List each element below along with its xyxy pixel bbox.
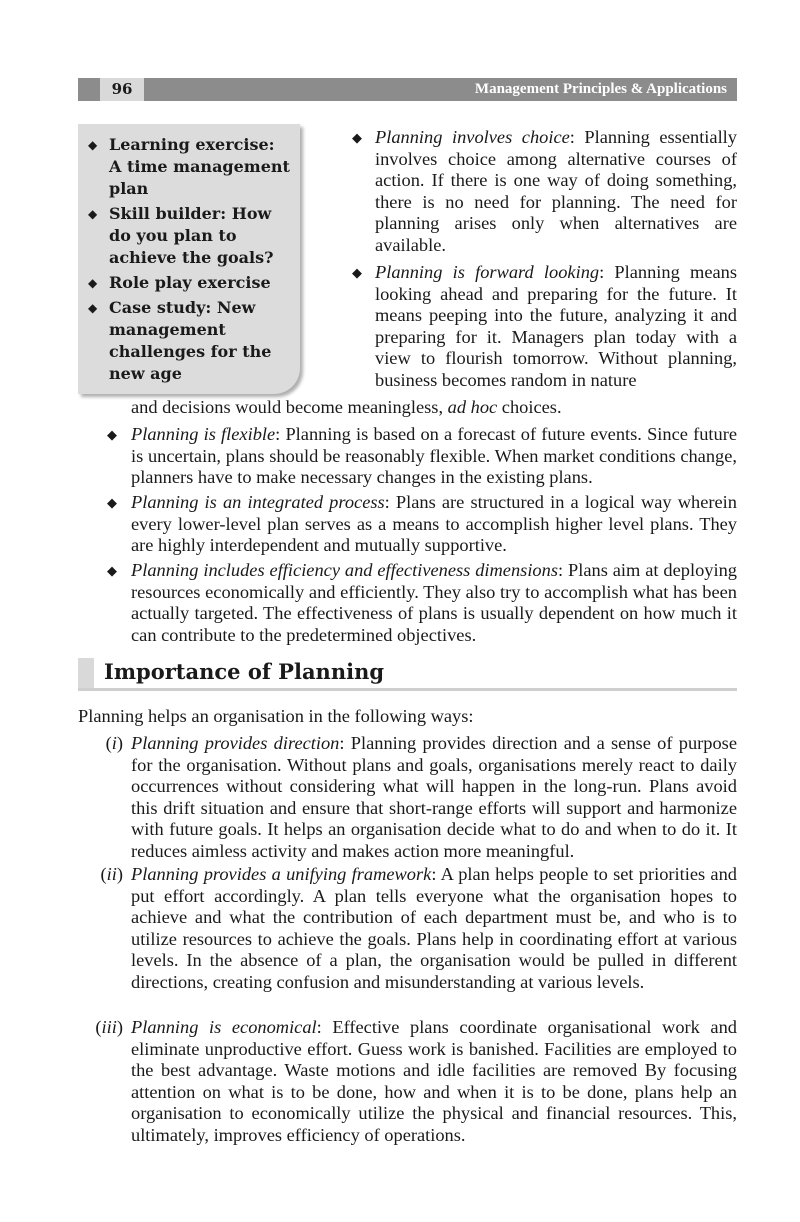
page-number: 96: [100, 78, 144, 101]
diamond-bullet-icon: ◆: [352, 131, 362, 146]
point-provides-direction: Planning provides direction: Planning provides direction and a sense of purpose for the organisation. Without plans and goals, organisations merely react to daily occurrences without considering what will happen in the long-run. Plans avoid this drift situation and ensure that short-range efforts will support and harmonize with future goals. It helps an organisation decide what to do and when to do it. It reduces aimless activity and makes action more meaningful.: [131, 733, 737, 861]
section-heading: Importance of Planning: [104, 659, 385, 684]
diamond-bullet-icon: ◆: [88, 301, 98, 315]
point-number: (iii): [95, 1017, 123, 1037]
bullet-planning-involves-choice: Planning involves choice: Planning essentially involves choice among alternative courses of action. If there is one way of doing something, there is no need for planning. The need for planning arises only when alternatives are available.: [375, 127, 737, 255]
point-number: (ii): [100, 864, 123, 884]
bullet-planning-flexible: Planning is flexible: Planning is based on a forecast of future events. Since future is uncertain, plans should be reasonably flexible. When market conditions change, planners have to make necessary changes in the existing plans.: [131, 424, 738, 488]
diamond-bullet-icon: ◆: [107, 428, 117, 443]
point-economical: Planning is economical: Effective plans coordinate organisational work and eliminate unproductive effort. Guess work is banished. Facilities are employed to the best advantage. Waste motions and idle facilities are removed By focusing attention on what is to be done, how and when it is to be done, plans help an organisation to economically utilize the physical and financial resources. This, ultimately, improves efficiency of operations.: [131, 1017, 737, 1145]
sidebox-item: ◆ Learning exercise: A time management plan: [88, 135, 290, 198]
header-accent: [78, 78, 100, 101]
sidebox-item: ◆ Skill builder: How do you plan to achieve the goals?: [88, 204, 274, 267]
diamond-bullet-icon: ◆: [107, 496, 117, 511]
point-number: (i): [105, 733, 123, 753]
bullet-planning-forward-looking: Planning is forward looking: Planning means looking ahead and preparing for the future. It means peeping into the future, analyzing it and preparing for it. Managers plan today with a view to flourish tomorrow. Without planning, business becomes random in nature: [375, 262, 737, 390]
bullet-continuation: and decisions would become meaningless, ad hoc choices.: [131, 397, 562, 417]
diamond-bullet-icon: ◆: [88, 138, 98, 152]
bullet-efficiency-effectiveness: Planning includes efficiency and effectiveness dimensions: Plans aim at deploying resources economically and efficiently. They also try to accomplish what has been actually targeted. The effectiveness of plans is usually dependent on how much it can contribute to the predetermined objectives.: [131, 560, 737, 645]
diamond-bullet-icon: ◆: [88, 276, 98, 290]
running-header-title: Management Principles & Applications: [144, 78, 737, 101]
bullet-integrated-process: Planning is an integrated process: Plans are structured in a logical way wherein every lower-level plan serves as a means to accomplish higher level plans. They are highly interdependent and mutually supportive.: [131, 492, 737, 556]
diamond-bullet-icon: ◆: [88, 207, 98, 221]
diamond-bullet-icon: ◆: [352, 266, 362, 281]
point-unifying-framework: Planning provides a unifying framework: A plan helps people to set priorities and put effort accordingly. A plan tells everyone what the organisation hopes to achieve and what the contribution of each department must be, and who is to utilize resources to achieve the goals. Plans help in coordinating effort at various levels. In the absence of a plan, the organisation would be pulled in different directions, creating confusion and misunderstanding at various levels.: [131, 864, 737, 992]
section-heading-rule: [78, 688, 737, 691]
section-intro: Planning helps an organisation in the following ways:: [78, 706, 474, 726]
sidebox-item: ◆ Case study: New management challenges for the new age: [88, 298, 272, 383]
learning-activities-box: [78, 124, 300, 394]
sidebox-item: ◆ Role play exercise: [88, 273, 271, 292]
section-heading-accent: [78, 658, 94, 689]
diamond-bullet-icon: ◆: [107, 564, 117, 579]
